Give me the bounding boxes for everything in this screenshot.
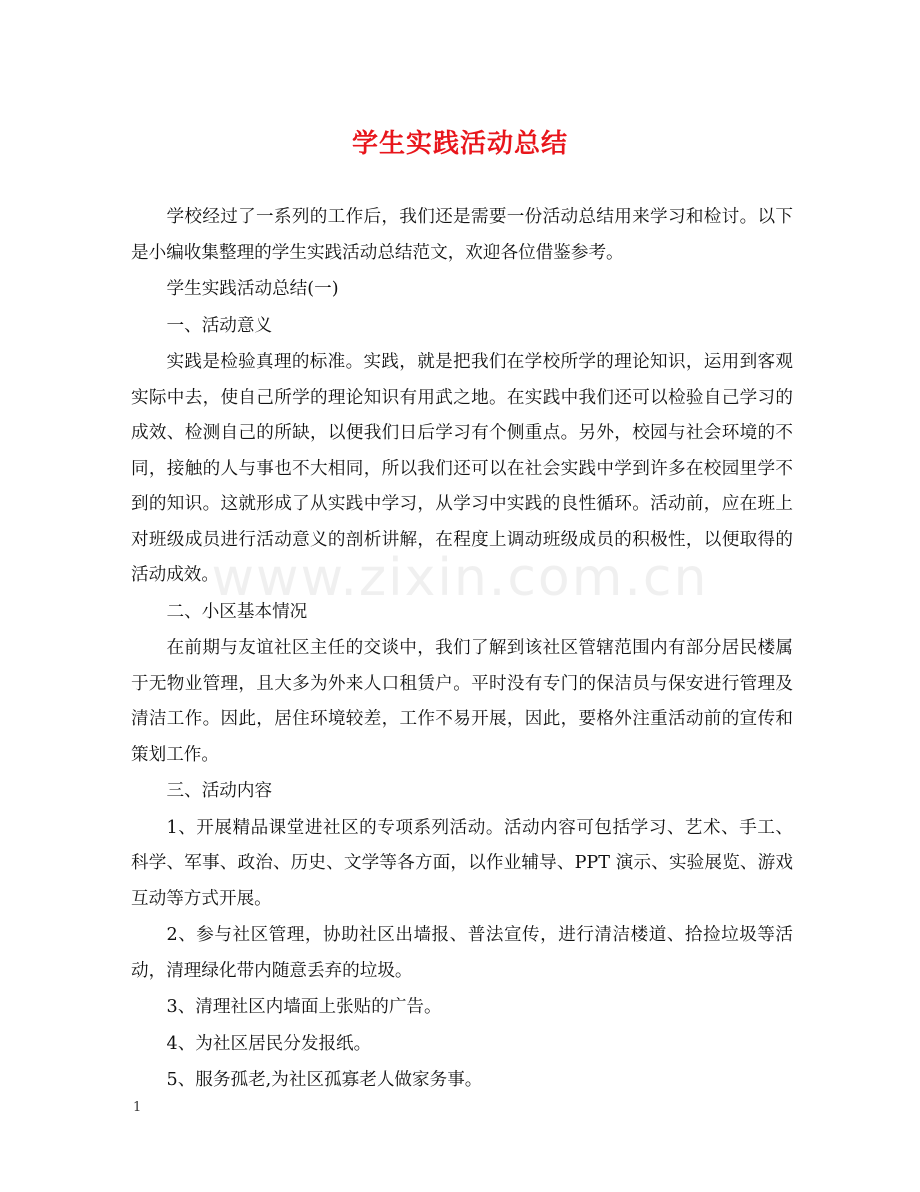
document-body bbox=[131, 200, 793, 1100]
subheading-activity-meaning: 一、活动意义 bbox=[166, 315, 273, 336]
document-title: 学生实践活动总结 bbox=[351, 129, 568, 159]
paragraph-community-situation: 在前期与友谊社区主任的交谈中，我们了解到该社区管辖范围内有部分居民楼属于无物业管理，且大多为外来人口租赁户。平时没有专门的保洁员与保安进行管理及清洁工作。因此，居住环境较差，工作不易开展，因此，要格外注重活动前的宣传和策划工作。 bbox=[131, 638, 793, 765]
paragraph-activity-meaning: 实践是检验真理的标准。实践，就是把我们在学校所学的理论知识，运用到客观实际中去，使自己所学的理论知识有用武之地。在实践中我们还可以检验自己学习的成效、检测自己的所缺，以便我们日后学习有个侧重点。另外，校园与社会环境的不同，接触的人与事也不大相同，所以我们还可以在社会实践中学到许多在校园里学不到的知识。这就形成了从实践中学习，从学习中实践的良性循环。活动前，应在班上对班级成员进行活动意义的剖析讲解，在程度上调动班级成员的积极性，以便取得的活动成效。 bbox=[131, 352, 793, 585]
list-item: 3、清理社区内墙面上张贴的广告。 bbox=[166, 997, 442, 1017]
list-item: 1、开展精品课堂进社区的专项系列活动。活动内容可包括学习、艺术、手工、科学、军事、政治、历史、文学等各方面，以作业辅导、PPT 演示、实验展览、游戏互动等方式开展。 bbox=[131, 817, 793, 909]
list-item: 4、为社区居民分发报纸。 bbox=[166, 1033, 372, 1054]
subheading-community-situation: 二、小区基本情况 bbox=[166, 601, 308, 622]
subheading-activity-content: 三、活动内容 bbox=[166, 781, 273, 801]
intro-paragraph: 学校经过了一系列的工作后，我们还是需要一份活动总结用来学习和检讨。以下是小编收集整理的学生实践活动总结范文，欢迎各位借鉴参考。 bbox=[131, 207, 793, 263]
list-item: 5、服务孤老,为社区孤寡老人做家务事。 bbox=[166, 1070, 483, 1090]
section-heading: 学生实践活动总结(一) bbox=[166, 279, 339, 299]
watermark: www.zixin.com.cn bbox=[211, 548, 709, 608]
page-number: 1 bbox=[133, 1100, 142, 1115]
list-item: 2、参与社区管理，协助社区出墙报、普法宣传，进行清洁楼道、拾捡垃圾等活动，清理绿化带内随意丢弃的垃圾。 bbox=[131, 925, 793, 981]
